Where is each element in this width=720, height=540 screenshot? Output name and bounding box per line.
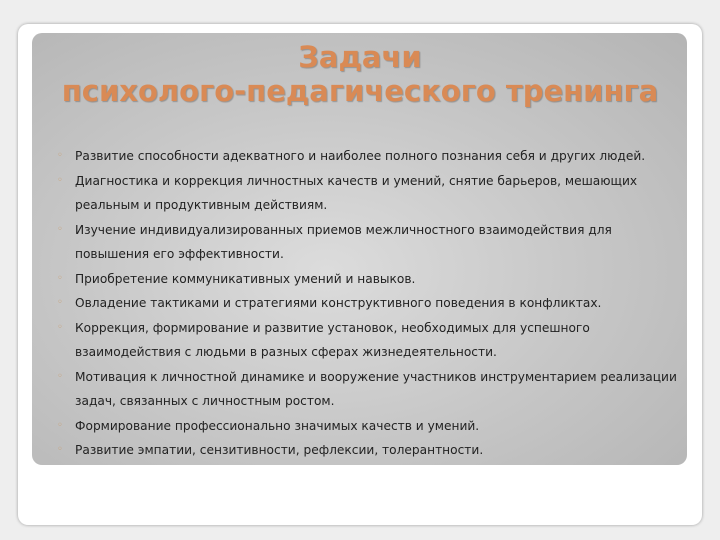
bullet-text: Коррекция, формирование и развитие установок, необходимых для успешного взаимодействия с людьми в разных сферах жизнедеятельности. — [75, 320, 590, 359]
bullet-item — [54, 438, 679, 463]
bullet-marker-icon: ◦ — [57, 321, 63, 333]
slide-title — [0, 40, 720, 108]
bullet-item — [54, 316, 679, 365]
bullet-marker-icon: ◦ — [57, 419, 63, 431]
slide-title-line-2: психолого-педагического тренинга — [61, 74, 659, 108]
bullet-item — [54, 365, 679, 414]
bullet-item — [54, 414, 679, 439]
bullet-marker-icon: ◦ — [57, 272, 63, 284]
bullet-marker-icon: ◦ — [57, 297, 63, 308]
bullet-marker-icon: ◦ — [57, 223, 63, 235]
bullet-text: Диагностика и коррекция личностных качеств и умений, снятие барьеров, мешающих реальным и продуктивным действиям. — [75, 173, 638, 212]
bullet-marker-icon: ◦ — [57, 370, 63, 382]
bullet-marker-icon: ◦ — [57, 150, 63, 161]
bullet-item — [54, 291, 679, 316]
slide-title-line-1: Задачи — [298, 40, 422, 74]
bullet-text: Формирование профессионально значимых качеств и умений. — [75, 418, 480, 433]
bullet-text: Изучение индивидуализированных приемов межличностного взаимодействия для повышения его эффективности. — [75, 222, 612, 261]
bullet-item — [54, 218, 679, 267]
bullet-text: Развитие способности адекватного и наиболее полного познания себя и других людей. — [75, 149, 646, 163]
bullet-text: Мотивация к личностной динамике и вооружение участников инструментарием реализации задач, связанных с личностным ростом. — [75, 369, 677, 408]
bullet-marker-icon: ◦ — [57, 174, 63, 186]
bullet-list — [54, 144, 679, 463]
bullet-item — [54, 144, 679, 169]
bullet-marker-icon: ◦ — [57, 444, 63, 455]
bullet-item — [54, 169, 679, 218]
bullet-text: Приобретение коммуникативных умений и навыков. — [75, 271, 416, 286]
bullet-text: Овладение тактиками и стратегиями конструктивного поведения в конфликтах. — [75, 296, 602, 310]
bullet-text: Развитие эмпатии, сензитивности, рефлексии, толерантности. — [75, 443, 484, 457]
bullet-item — [54, 267, 679, 292]
